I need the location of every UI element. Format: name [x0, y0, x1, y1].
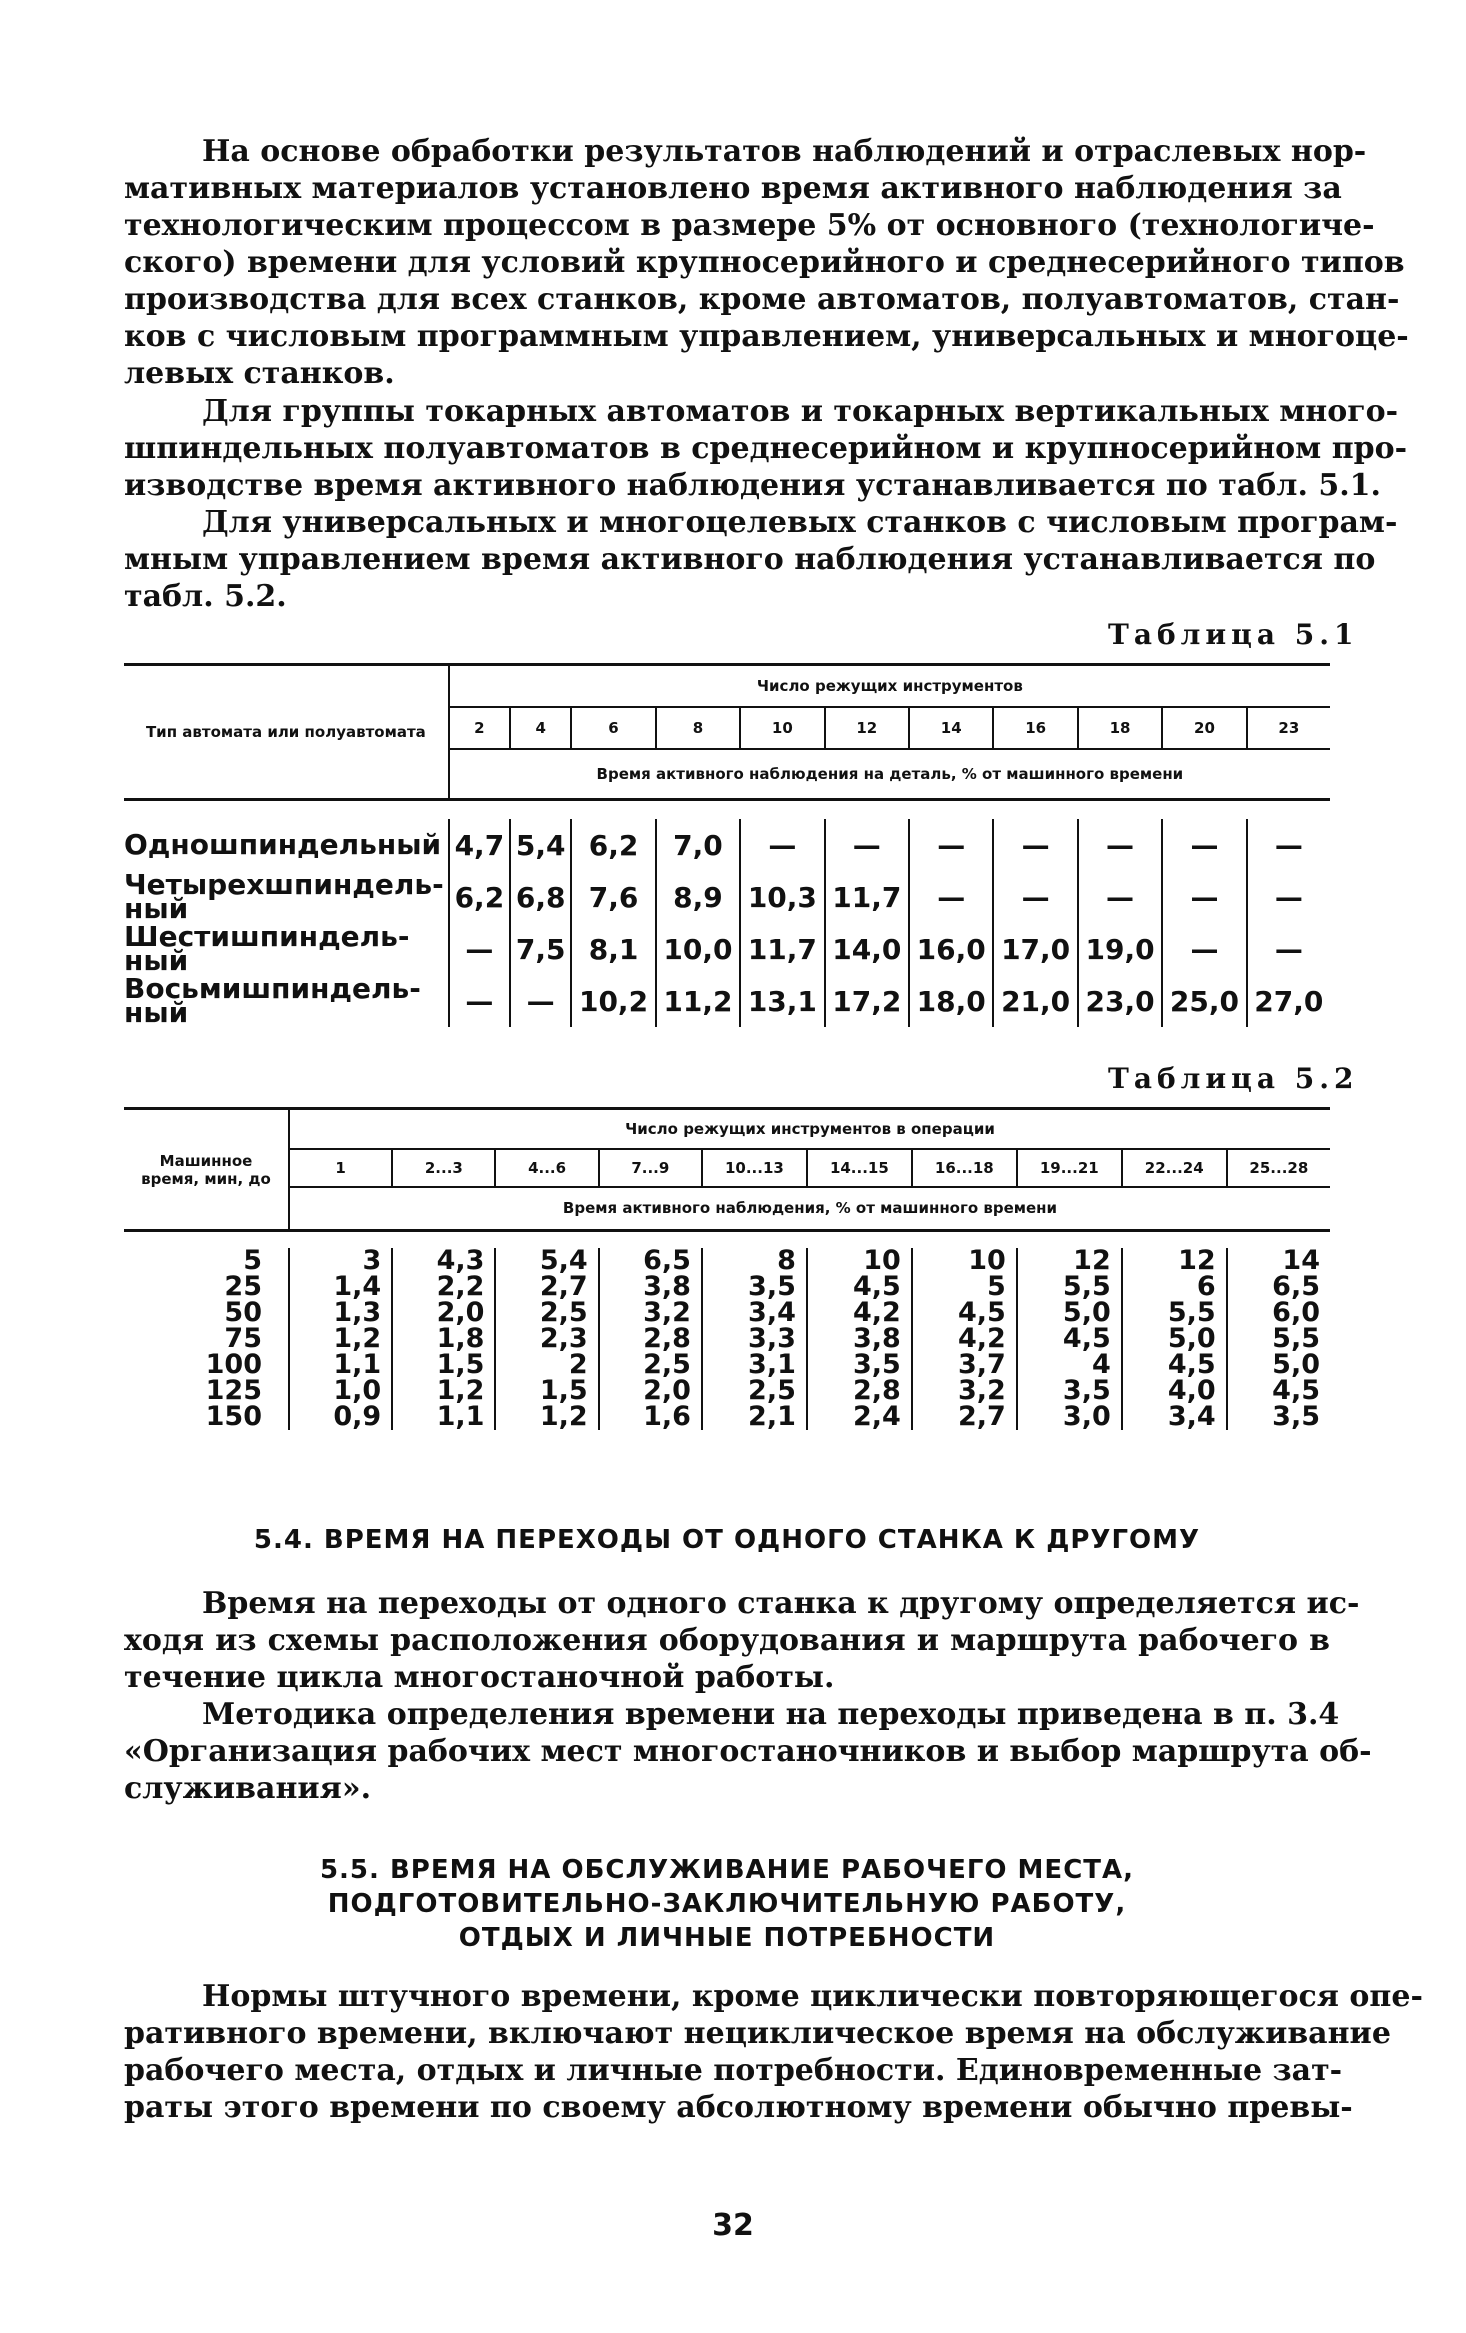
- row-name: 125: [205, 1375, 262, 1406]
- row-name: Четырехшпиндель-ный: [124, 868, 444, 925]
- table-1-group-header: Число режущих инструментов: [449, 665, 1330, 708]
- table-cell: 2: [495, 1352, 598, 1378]
- table-cell: 5,0: [1227, 1352, 1330, 1378]
- table-cell: 11,2: [656, 975, 740, 1027]
- table-row: [124, 1274, 1330, 1300]
- table-cell: —: [449, 975, 510, 1027]
- table-cell: 19,0: [1078, 923, 1162, 975]
- table-cell: 7,6: [571, 871, 655, 923]
- table-cell: 2,5: [599, 1352, 702, 1378]
- text-line: левых станков.: [124, 356, 395, 391]
- table-cell: 2,1: [702, 1404, 807, 1430]
- table-cell: 2,7: [495, 1274, 598, 1300]
- row-name: 50: [224, 1297, 262, 1328]
- column-header: 2...3: [392, 1149, 495, 1187]
- table-cell: 7,5: [510, 923, 571, 975]
- table-cell: 17,0: [993, 923, 1077, 975]
- column-header: 10...13: [702, 1149, 807, 1187]
- table-cell: 5: [912, 1274, 1017, 1300]
- column-header: 14...15: [807, 1149, 912, 1187]
- table-cell: 8,9: [656, 871, 740, 923]
- table-cell: 3,5: [807, 1352, 912, 1378]
- table-1: [124, 663, 1330, 1027]
- table-cell: 5,4: [510, 819, 571, 871]
- table-cell: —: [510, 975, 571, 1027]
- table-cell: 1,3: [289, 1300, 392, 1326]
- table-2-row-header: Машинное время, мин, до: [124, 1109, 289, 1231]
- text-line: «Организация рабочих мест многостаночников и выбор маршрута об-: [124, 1734, 1372, 1769]
- text-line: технологическим процессом в размере 5% от основного (технологиче-: [124, 208, 1375, 243]
- table-cell: 1,0: [289, 1378, 392, 1404]
- table-cell: 12: [1122, 1248, 1227, 1274]
- table-cell: 5,4: [495, 1248, 598, 1274]
- column-header: 10: [740, 707, 824, 749]
- table-cell: 10,0: [656, 923, 740, 975]
- table-cell: 14,0: [825, 923, 909, 975]
- table-cell: 4: [1017, 1352, 1122, 1378]
- table-2-group-header: Число режущих инструментов в операции: [289, 1109, 1330, 1149]
- section-heading-5-5: [124, 1853, 1330, 1955]
- column-header: 22...24: [1122, 1149, 1227, 1187]
- table-cell: 1,2: [495, 1404, 598, 1430]
- table-cell: 6,5: [599, 1248, 702, 1274]
- table-cell: 3,8: [599, 1274, 702, 1300]
- row-name: 75: [224, 1323, 262, 1354]
- table-cell: 3,1: [702, 1352, 807, 1378]
- table-2: [124, 1107, 1330, 1430]
- table-cell: 14: [1227, 1248, 1330, 1274]
- table-cell: 3,0: [1017, 1404, 1122, 1430]
- table-cell: 2,0: [392, 1300, 495, 1326]
- table-1-sub-header: Время активного наблюдения на деталь, % от машинного времени: [449, 749, 1330, 800]
- table-cell: 10: [807, 1248, 912, 1274]
- table-cell: 5,5: [1017, 1274, 1122, 1300]
- table-cell: 6: [1122, 1274, 1227, 1300]
- table-row: [124, 975, 1330, 1027]
- text-line: производства для всех станков, кроме автоматов, полуавтоматов, стан-: [124, 282, 1400, 317]
- table-cell: —: [909, 871, 993, 923]
- table-cell: 3,4: [702, 1300, 807, 1326]
- table-cell: 4,2: [807, 1300, 912, 1326]
- section-heading-5-4: 5.4. ВРЕМЯ НА ПЕРЕХОДЫ ОТ ОДНОГО СТАНКА К ДРУГОМУ: [253, 1525, 1201, 1555]
- column-header: 2: [449, 707, 510, 749]
- text-line: рабочего места, отдых и личные потребности. Единовременные зат-: [124, 2053, 1343, 2088]
- table-cell: 4,3: [392, 1248, 495, 1274]
- table-cell: —: [1162, 819, 1246, 871]
- table-cell: 3,5: [1017, 1378, 1122, 1404]
- heading-line: ПОДГОТОВИТЕЛЬНО-ЗАКЛЮЧИТЕЛЬНУЮ РАБОТУ,: [327, 1889, 1127, 1919]
- table-cell: 6,5: [1227, 1274, 1330, 1300]
- table-cell: 4,2: [912, 1326, 1017, 1352]
- table-cell: 1,2: [392, 1378, 495, 1404]
- table-cell: 21,0: [993, 975, 1077, 1027]
- column-header: 14: [909, 707, 993, 749]
- table-cell: 6,2: [449, 871, 510, 923]
- table-cell: —: [1162, 871, 1246, 923]
- row-name: Шестишпиндель-ный: [124, 920, 410, 977]
- table-cell: 3,5: [702, 1274, 807, 1300]
- text-line: изводстве время активного наблюдения устанавливается по табл. 5.1.: [124, 468, 1381, 503]
- column-header: 1: [289, 1149, 392, 1187]
- table-cell: 2,2: [392, 1274, 495, 1300]
- column-header: 12: [825, 707, 909, 749]
- table-cell: 3,4: [1122, 1404, 1227, 1430]
- table-cell: 23,0: [1078, 975, 1162, 1027]
- text-line: мным управлением время активного наблюдения устанавливается по: [124, 542, 1376, 577]
- table-cell: 3,2: [599, 1300, 702, 1326]
- text-line: раты этого времени по своему абсолютному времени обычно превы-: [124, 2090, 1353, 2125]
- table-cell: 4,5: [1017, 1326, 1122, 1352]
- table-cell: 1,5: [495, 1378, 598, 1404]
- table-2-sub-header: Время активного наблюдения, % от машинного времени: [289, 1187, 1330, 1231]
- table-cell: 10,2: [571, 975, 655, 1027]
- table-cell: 6,8: [510, 871, 571, 923]
- table-cell: 6,0: [1227, 1300, 1330, 1326]
- table-cell: 6,2: [571, 819, 655, 871]
- table-cell: 2,0: [599, 1378, 702, 1404]
- table-cell: 17,2: [825, 975, 909, 1027]
- column-header: 16...18: [912, 1149, 1017, 1187]
- column-header: 20: [1162, 707, 1246, 749]
- table-cell: 4,5: [1122, 1352, 1227, 1378]
- heading-line: ОТДЫХ И ЛИЧНЫЕ ПОТРЕБНОСТИ: [458, 1923, 996, 1953]
- table-cell: —: [1247, 819, 1330, 871]
- table-cell: —: [993, 819, 1077, 871]
- table-cell: 3,3: [702, 1326, 807, 1352]
- table-cell: 5,5: [1227, 1326, 1330, 1352]
- table-cell: 5,5: [1122, 1300, 1227, 1326]
- table-cell: 18,0: [909, 975, 993, 1027]
- paragraph-1: [124, 133, 1409, 392]
- table-cell: 3: [289, 1248, 392, 1274]
- table-cell: 4,5: [1227, 1378, 1330, 1404]
- table-cell: —: [1247, 871, 1330, 923]
- table-cell: 16,0: [909, 923, 993, 975]
- table-row: [124, 1378, 1330, 1404]
- table-cell: 1,2: [289, 1326, 392, 1352]
- table-cell: 10: [912, 1248, 1017, 1274]
- table-cell: 1,8: [392, 1326, 495, 1352]
- table-row: [124, 1248, 1330, 1274]
- table-cell: —: [740, 819, 824, 871]
- table-cell: —: [825, 819, 909, 871]
- table-cell: 2,8: [807, 1378, 912, 1404]
- table-cell: 3,8: [807, 1326, 912, 1352]
- row-name: Восьмишпиндель-ный: [124, 972, 421, 1029]
- text-line: табл. 5.2.: [124, 579, 287, 614]
- column-header: 18: [1078, 707, 1162, 749]
- text-line: ского) времени для условий крупносерийного и среднесерийного типов: [124, 245, 1405, 280]
- table-row: [124, 1404, 1330, 1430]
- row-name: 150: [205, 1401, 262, 1432]
- table-cell: 3,2: [912, 1378, 1017, 1404]
- table-row: [124, 819, 1330, 871]
- table-cell: 2,3: [495, 1326, 598, 1352]
- table-cell: —: [449, 923, 510, 975]
- table-cell: 4,5: [807, 1274, 912, 1300]
- heading-line: 5.5. ВРЕМЯ НА ОБСЛУЖИВАНИЕ РАБОЧЕГО МЕСТА,: [319, 1855, 1135, 1885]
- table-cell: 7,0: [656, 819, 740, 871]
- table-cell: —: [1247, 923, 1330, 975]
- text-line: шпиндельных полуавтоматов в среднесерийном и крупносерийном про-: [124, 431, 1408, 466]
- table-cell: —: [1078, 871, 1162, 923]
- table-cell: 10,3: [740, 871, 824, 923]
- table-cell: 11,7: [740, 923, 824, 975]
- paragraph-4: [124, 1585, 1360, 1696]
- column-header: 4...6: [495, 1149, 598, 1187]
- table-cell: 1,1: [289, 1352, 392, 1378]
- table-row: [124, 1300, 1330, 1326]
- paragraph-2: [124, 393, 1408, 504]
- table-cell: 0,9: [289, 1404, 392, 1430]
- table-1-row-header: Тип автомата или полуавтомата: [124, 665, 449, 800]
- table-cell: 8: [702, 1248, 807, 1274]
- table-2-column-headers: [124, 1149, 1330, 1187]
- table-cell: 4,5: [912, 1300, 1017, 1326]
- table-row: [124, 1326, 1330, 1352]
- table-2-caption: Таблица 5.2: [1108, 1062, 1359, 1095]
- column-header: 23: [1247, 707, 1330, 749]
- table-row: [124, 1352, 1330, 1378]
- row-name: 5: [243, 1245, 262, 1276]
- table-cell: 12: [1017, 1248, 1122, 1274]
- text-line: ходя из схемы расположения оборудования и маршрута рабочего в: [124, 1623, 1330, 1658]
- text-line: Нормы штучного времени, кроме циклически повторяющегося опе-: [202, 1979, 1423, 2014]
- table-cell: 27,0: [1247, 975, 1330, 1027]
- column-header: 6: [571, 707, 655, 749]
- table-cell: 4,0: [1122, 1378, 1227, 1404]
- text-line: Для группы токарных автоматов и токарных вертикальных много-: [202, 394, 1399, 429]
- table-cell: 2,8: [599, 1326, 702, 1352]
- column-header: 4: [510, 707, 571, 749]
- table-cell: 1,4: [289, 1274, 392, 1300]
- column-header: 16: [993, 707, 1077, 749]
- table-cell: —: [1078, 819, 1162, 871]
- table-cell: 3,7: [912, 1352, 1017, 1378]
- text-line: течение цикла многостаночной работы.: [124, 1660, 835, 1695]
- table-row: [124, 871, 1330, 923]
- table-cell: —: [1162, 923, 1246, 975]
- text-line: ков с числовым программным управлением, универсальных и многоце-: [124, 319, 1409, 354]
- table-cell: 1,1: [392, 1404, 495, 1430]
- table-cell: 2,5: [702, 1378, 807, 1404]
- table-cell: —: [993, 871, 1077, 923]
- table-cell: 4,7: [449, 819, 510, 871]
- text-line: Методика определения времени на переходы приведена в п. 3.4: [202, 1697, 1340, 1732]
- table-cell: 2,7: [912, 1404, 1017, 1430]
- table-cell: 2,4: [807, 1404, 912, 1430]
- table-cell: 1,5: [392, 1352, 495, 1378]
- column-header: 19...21: [1017, 1149, 1122, 1187]
- text-line: На основе обработки результатов наблюдений и отраслевых нор-: [202, 134, 1367, 169]
- text-line: Время на переходы от одного станка к другому определяется ис-: [202, 1586, 1360, 1621]
- row-name: 25: [224, 1271, 262, 1302]
- paragraph-3: [124, 504, 1398, 615]
- table-cell: 8,1: [571, 923, 655, 975]
- paragraph-5: [124, 1696, 1372, 1807]
- page-number: 32: [712, 2208, 754, 2243]
- row-name: 100: [205, 1349, 262, 1380]
- table-cell: 5,0: [1122, 1326, 1227, 1352]
- table-cell: 11,7: [825, 871, 909, 923]
- table-cell: —: [909, 819, 993, 871]
- column-header: 8: [656, 707, 740, 749]
- column-header: 7...9: [599, 1149, 702, 1187]
- text-line: ративного времени, включают нециклическое время на обслуживание: [124, 2016, 1391, 2051]
- table-cell: 3,5: [1227, 1404, 1330, 1430]
- table-cell: 13,1: [740, 975, 824, 1027]
- table-cell: 25,0: [1162, 975, 1246, 1027]
- column-header: 25...28: [1227, 1149, 1330, 1187]
- text-line: Для универсальных и многоцелевых станков с числовым програм-: [202, 505, 1398, 540]
- table-row: [124, 923, 1330, 975]
- row-name: Одношпиндельный: [124, 828, 442, 861]
- table-cell: 1,6: [599, 1404, 702, 1430]
- text-line: служивания».: [124, 1771, 372, 1806]
- text-line: мативных материалов установлено время активного наблюдения за: [124, 171, 1342, 206]
- paragraph-6: [124, 1978, 1423, 2126]
- table-1-caption: Таблица 5.1: [1108, 618, 1359, 651]
- table-cell: 5,0: [1017, 1300, 1122, 1326]
- table-cell: 2,5: [495, 1300, 598, 1326]
